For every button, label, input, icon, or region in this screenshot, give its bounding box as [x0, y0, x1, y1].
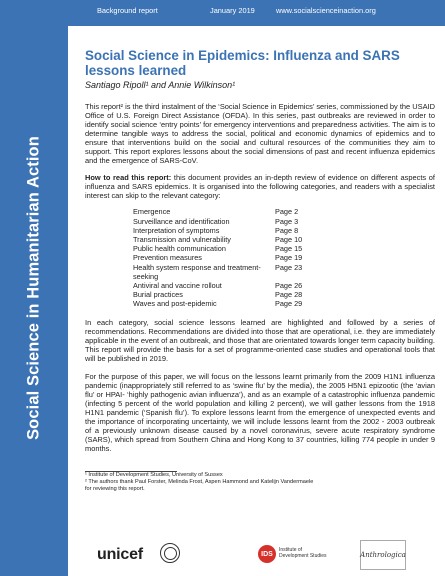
- purpose-paragraph: For the purpose of this paper, we will focus on the lessons learnt primarily from the 2009 H1N1 influenza pandemic (inappropriately still referred to as ‘swine flu’ by the media), the 2005 H5N1 epizootic (the ‘avian flu’ or HPAI- ‘highly pathogenic avian influenza’), and as an example of a catastrophic influenza pandemic (infecting 5 percent of the world population and killing 2 percent), we will gather lessons from the 1918 H1N1 pandemic (‘Spanish flu’). To explore lessons learnt from the emergence of unexpected events and the importance of incorporating uncertainty, we will include lessons learnt from the 2002 - 2003 outbreak of a previously unknown disease caused by a novel coronavirus, severe acute respiratory syndrome (SARS), which spread from Southern China and Hong Kong to 37 countries, killing 774 people in under 9 months.: [85, 371, 435, 454]
- footnote-1: ¹ Institute of Development Studies, University of Sussex: [85, 472, 223, 479]
- category-row[interactable]: [133, 207, 323, 216]
- page-title: Social Science in Epidemics: Influenza and SARS lessons learned: [85, 48, 400, 78]
- intro-paragraph: This report² is the third instalment of the ‘Social Science in Epidemics’ series, commissioned by the USAID Office of U.S. Foreign Direct Assistance (OFDA). In this series, past outbreaks are reviewed in order to identify social science ‘entry points’ for emergency interventions and preparedness activities. The aim is to determine tangible ways to address the social, political and economic dynamics of epidemics and to ensure that interventions build on the social and cultural resources of the communities they aim to support. This report explores lessons about the social dimensions of past and recent influenza epidemics and the emergence of SARS-CoV.: [85, 102, 435, 166]
- category-title: Interpretation of symptoms: [133, 225, 220, 235]
- category-row[interactable]: [133, 253, 323, 262]
- category-row[interactable]: [133, 299, 323, 308]
- category-title: Antiviral and vaccine rollout: [133, 280, 222, 290]
- website-link[interactable]: www.socialscienceinaction.org: [276, 6, 376, 15]
- category-page: Page 2: [275, 207, 299, 217]
- category-list: [133, 207, 323, 308]
- authors: Santiago Ripoll¹ and Annie Wilkinson¹: [85, 80, 236, 90]
- category-row[interactable]: [133, 263, 323, 281]
- partner-logos: [85, 540, 435, 570]
- main-content: [85, 48, 435, 493]
- unicef-logo: unicef: [97, 546, 143, 563]
- footnote-2: ² The authors thank Paul Forster, Melinda Frost, Aspen Hammond and Katelijn Vandermaele for reviewing this report.: [85, 479, 314, 493]
- categories-paragraph: In each category, social science lessons learned are highlighted and followed by a series of recommendations. Recommendations are divided into those that are operational, i.e. they are immediately applicable in the event of an outbreak, and those that are orientated towards longer term capacity building. This report will provide the basis for a set of programme-oriented case studies and operational tools that will be published in 2019.: [85, 317, 435, 363]
- category-page: Page 8: [275, 225, 299, 235]
- category-title: Emergence: [133, 207, 171, 217]
- category-title: Transmission and vulnerability: [133, 234, 231, 244]
- how-to-read-text: this document provides an in-depth review of evidence on different aspects of influenza and SARS epidemics. It is organised into the following categories, and readers with a specialist interest can skip to the relevant category:: [85, 172, 435, 200]
- category-page: Page 28: [275, 290, 303, 300]
- ids-logo-icon: IDS: [258, 545, 276, 563]
- category-row[interactable]: [133, 290, 323, 299]
- category-page: Page 15: [275, 244, 303, 254]
- how-to-read-label: How to read this report:: [85, 172, 172, 182]
- unicef-emblem-icon: [160, 543, 180, 563]
- category-title: Health system response and treatment-seeking: [133, 262, 261, 281]
- category-page: Page 23: [275, 262, 303, 272]
- doc-type: Background report: [97, 6, 158, 15]
- category-page: Page 10: [275, 234, 303, 244]
- doc-date: January 2019: [210, 6, 255, 15]
- category-page: Page 3: [275, 216, 299, 226]
- category-title: Public health communication: [133, 244, 226, 254]
- anthrologica-logo: Anthrologica: [360, 540, 406, 570]
- header: [97, 6, 437, 15]
- category-row[interactable]: [133, 235, 323, 244]
- category-page: Page 29: [275, 299, 303, 309]
- category-title: Waves and post-epidemic: [133, 299, 217, 309]
- category-row[interactable]: [133, 217, 323, 226]
- category-page: Page 19: [275, 253, 303, 263]
- how-to-read-paragraph: [85, 173, 435, 200]
- series-vertical-title: Social Science in Humanitarian Action: [24, 136, 43, 440]
- category-row[interactable]: [133, 281, 323, 290]
- category-title: Prevention measures: [133, 253, 202, 263]
- category-row[interactable]: [133, 226, 323, 235]
- category-title: Burial practices: [133, 290, 183, 300]
- category-title: Surveillance and identification: [133, 216, 230, 226]
- category-row[interactable]: [133, 244, 323, 253]
- ids-logo-text: Institute of Development Studies: [279, 547, 327, 559]
- category-page: Page 26: [275, 280, 303, 290]
